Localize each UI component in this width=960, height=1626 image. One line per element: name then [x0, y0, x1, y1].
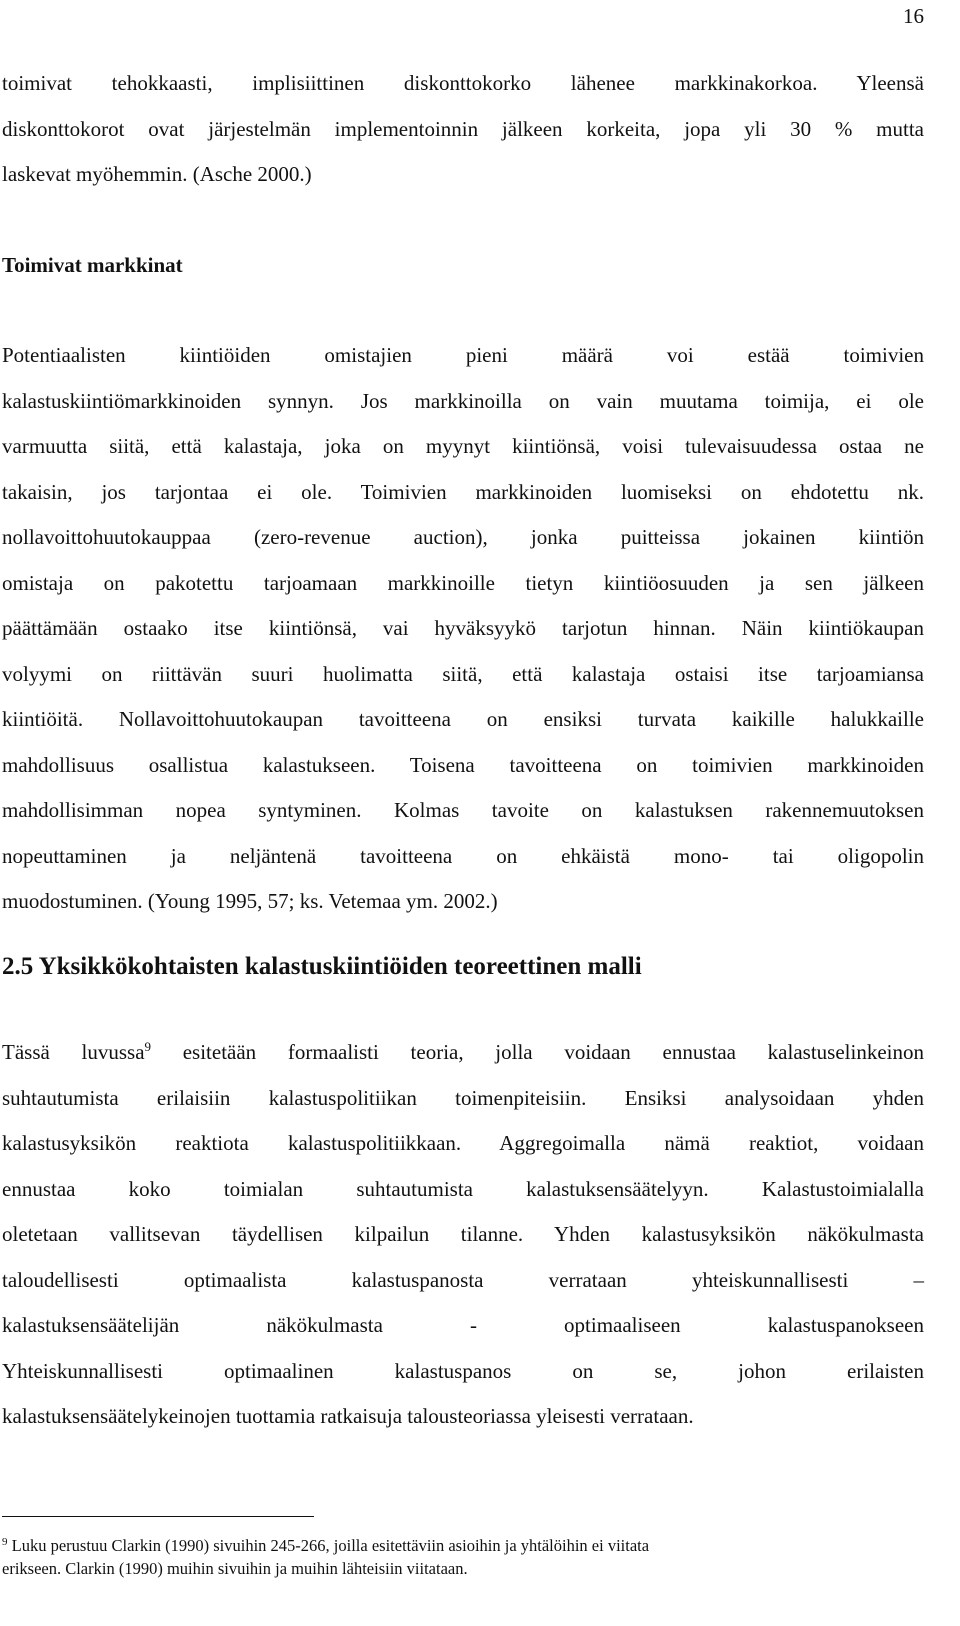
text-line: volyymi on riittävän suuri huolimatta siitä, että kalastaja ostaisi itse tarjoamiansa	[2, 661, 924, 686]
text-line: takaisin, jos tarjontaa ei ole. Toimivien markkinoiden luomiseksi on ehdotettu nk.	[2, 479, 924, 504]
paragraph-theory	[2, 1030, 924, 1440]
text-line: Yhteiskunnallisesti optimaalinen kalastuspanos on se, johon erilaisten	[2, 1358, 924, 1383]
text-line: kalastuksensäätelijän näkökulmasta - optimaaliseen kalastuspanokseen	[2, 1313, 924, 1337]
text-line: kalastuksensäätelykeinojen tuottamia ratkaisuja talousteoriassa yleisesti verrataan.	[2, 1404, 694, 1428]
text-line: päättämään ostaako itse kiintiönsä, vai hyväksyykö tarjotun hinnan. Näin kiintiökaupan	[2, 616, 924, 640]
text-line: kalastusyksikön reaktiota kalastuspolitiikkaan. Aggregoimalla nämä reaktiot, voidaan	[2, 1131, 924, 1155]
footnote	[2, 1534, 862, 1580]
footnote-line: erikseen. Clarkin (1990) muihin sivuihin ja muihin lähteisiin viitataan.	[2, 1559, 468, 1578]
footnote-reference: 9	[144, 1039, 152, 1054]
section-heading: 2.5 Yksikkökohtaisten kalastuskiintiöiden teoreettinen malli	[2, 953, 642, 980]
text-fragment: Tässä luvussa	[2, 1040, 145, 1064]
footnote-divider	[2, 1516, 314, 1517]
subheading-toimivat-markkinat: Toimivat markkinat	[2, 253, 183, 277]
text-line: nopeuttaminen ja neljäntenä tavoitteena on ehkäistä mono- tai oligopolin	[2, 843, 924, 868]
text-line: diskonttokorot ovat järjestelmän implementoinnin jälkeen korkeita, jopa yli 30 % mutta	[2, 116, 924, 141]
text-line	[2, 1030, 924, 1076]
text-fragment: esitetään formaalisti teoria, jolla voidaan ennustaa kalastuselinkeinon	[151, 1040, 924, 1064]
text-line: nollavoittohuutokauppaa (zero-revenue auction), jonka puitteissa jokainen kiintiön	[2, 525, 924, 549]
paragraph-markets	[2, 333, 924, 925]
text-line: mahdollisuus osallistua kalastukseen. Toisena tavoitteena on toimivien markkinoiden	[2, 752, 924, 777]
footnote-text: Luku perustuu Clarkin (1990) sivuihin 245-266, joilla esitettäviin asioihin ja yhtälöihin ei viitata	[7, 1536, 650, 1555]
text-line: taloudellisesti optimaalista kalastuspanosta verrataan yhteiskunnallisesti –	[2, 1267, 924, 1292]
text-line: Potentiaalisten kiintiöiden omistajien pieni määrä voi estää toimivien	[2, 343, 924, 367]
text-line: omistaja on pakotettu tarjoamaan markkinoille tietyn kiintiöosuuden ja sen jälkeen	[2, 570, 924, 595]
text-line: kiintiöitä. Nollavoittohuutokaupan tavoitteena on ensiksi turvata kaikille halukkaille	[2, 707, 924, 731]
text-line: kalastuskiintiömarkkinoiden synnyn. Jos markkinoilla on vain muutama toimija, ei ole	[2, 388, 924, 413]
page-number: 16	[903, 4, 924, 28]
text-line: oletetaan vallitsevan täydellisen kilpailun tilanne. Yhden kalastusyksikön näkökulmasta	[2, 1222, 924, 1246]
paragraph-intro	[2, 61, 924, 198]
text-line: varmuutta siitä, että kalastaja, joka on myynyt kiintiönsä, voisi tulevaisuudessa ostaa ne	[2, 434, 924, 458]
text-line: ennustaa koko toimialan suhtautumista kalastuksensäätelyyn. Kalastustoimialalla	[2, 1176, 924, 1201]
text-line: toimivat tehokkaasti, implisiittinen diskonttokorko lähenee markkinakorkoa. Yleensä	[2, 71, 924, 95]
text-line: mahdollisimman nopea syntyminen. Kolmas tavoite on kalastuksen rakennemuutoksen	[2, 798, 924, 822]
footnote-marker: 9	[2, 1536, 8, 1548]
text-line: laskevat myöhemmin. (Asche 2000.)	[2, 162, 312, 186]
text-line: suhtautumista erilaisiin kalastuspolitiikan toimenpiteisiin. Ensiksi analysoidaan yhden	[2, 1085, 924, 1110]
text-line: muodostuminen. (Young 1995, 57; ks. Vetemaa ym. 2002.)	[2, 889, 498, 913]
footnote-line	[2, 1534, 862, 1557]
